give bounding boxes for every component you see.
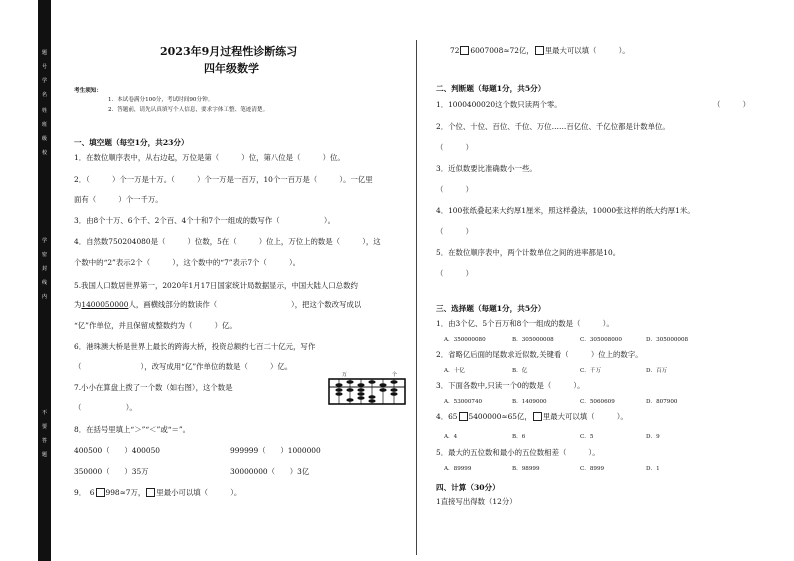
binding-labels-4: 不 要 答 题 xyxy=(41,410,47,458)
section-calc-heading: 四、计算（30分） xyxy=(436,483,500,492)
fill-q4-line1: 4．自然数750204080是（ ）位数，5在（ ）位上，万位上的数是（ ），这 xyxy=(74,237,381,246)
choice-q2-b: B．亿 xyxy=(512,368,528,374)
choice-q2-c: C．千万 xyxy=(580,368,602,374)
fill-q2-line1: 2．（ ）个一万是十万。（ ）个一万是一百万，10个一百万是（ ）。一亿里 xyxy=(74,175,373,184)
binding-labels: 题 号 学 名 xyxy=(41,50,47,98)
blank-box xyxy=(96,488,105,497)
choice-q1-b: B．305000008 xyxy=(512,337,554,343)
choice-q3: 3．下面各数中,只读一个0的数是（ ）。 xyxy=(436,381,585,390)
fill-q2-line2: 面有（ ）个一千万。 xyxy=(74,195,163,204)
choice-q1-c: C．305008000 xyxy=(580,337,622,343)
choice-q4: 4．65 5400000≈65亿， 里最大可以填（ ）。 xyxy=(436,412,628,421)
fill-q6-line1: 6．港珠澳大桥是世界上最长的跨海大桥，投资总额约七百二十亿元，写作 xyxy=(74,342,316,351)
judge-q4: 4．100张纸叠起来大约厚1厘米，照这样叠法，10000张这样的纸大约厚1米。 xyxy=(436,206,695,215)
fill-q5-line1: 5.我国人口数居世界第一，2020年1月17日国家统计局数据显示，中国大陆人口总数约 xyxy=(74,281,358,290)
judge-q5-answer: （ ） xyxy=(436,269,473,278)
abacus-label-ge: 个 xyxy=(392,372,398,378)
fill-q9: 9． 6 998≈7万， 里最小可以填（ ）。 xyxy=(74,488,242,497)
fill-q9-continued: 72 6007008≈72亿， 里最大可以填（ ）。 xyxy=(450,46,630,55)
choice-q4-d: D．9 xyxy=(646,434,660,440)
judge-q2: 2．个位、十位、百位、千位、万位……百亿位、千亿位都是计数单位。 xyxy=(436,122,670,131)
binding-labels-2: 姓 班 级 校 xyxy=(41,108,47,156)
judge-q3-answer: （ ） xyxy=(436,185,473,194)
judge-q5: 5．在数位顺序表中，两个计数单位之间的进率都是10。 xyxy=(436,248,621,257)
fill-q1: 1．在数位顺序表中，从右边起，万位是第（ ）位，第八位是（ ）位。 xyxy=(74,153,345,162)
section-judge-heading: 二、判断题（每题1分，共5分） xyxy=(436,84,546,93)
exam-subtitle: 四年级数学 xyxy=(204,62,259,75)
choice-q3-c: C．5060609 xyxy=(580,399,615,405)
compare-3: 350000（ ）35万 xyxy=(74,467,149,476)
choice-q2-a: A．十亿 xyxy=(444,368,465,374)
judge-q1: 1．1000400020这个数只读两个零。 xyxy=(436,100,562,109)
choice-q5-c: C．8999 xyxy=(580,466,605,472)
judge-q2-answer: （ ） xyxy=(436,143,473,152)
blank-box xyxy=(459,412,468,421)
blank-box xyxy=(535,46,544,55)
column-divider xyxy=(416,40,417,555)
fill-q5-line2: 为1400050000人，画横线部分的数读作（ ），把这个数改写成以 xyxy=(74,300,362,309)
blank-box xyxy=(460,46,469,55)
judge-q3: 3．近似数要比准确数小一些。 xyxy=(436,164,537,173)
judge-q1-answer: （ ） xyxy=(713,100,750,109)
judge-q4-answer: （ ） xyxy=(436,227,473,236)
choice-q4-a: A．4 xyxy=(444,434,458,440)
exam-title: 2023年9月过程性诊断练习 xyxy=(160,45,298,58)
notice-title: 考生须知： xyxy=(74,88,102,94)
calc-sub-heading: 1直接写出得数（12分） xyxy=(436,497,517,506)
fill-q8: 8．在括号里填上“＞”“＜”或“＝”。 xyxy=(74,425,191,434)
notice-2: 2．答题前，请先认真填写个人信息，要求字体工整、笔迹清楚。 xyxy=(108,107,269,113)
choice-q1: 1．由3个亿、5个百万和8个一组成的数是（ ）。 xyxy=(436,319,614,328)
choice-q3-b: B．1409000 xyxy=(512,399,547,405)
choice-q4-c: C．5 xyxy=(580,434,594,440)
blank-box xyxy=(146,488,155,497)
fill-q3: 3．由8个十万、6个千、2个百、4个十和7个一组成的数写作（ ）。 xyxy=(74,216,336,225)
choice-q5: 5．最大的五位数和最小的五位数相差（ ）。 xyxy=(436,448,600,457)
abacus-label-wan: 万 xyxy=(342,372,348,378)
fill-q7-line1: 7.小小在算盘上拨了一个数（如右图），这个数是 xyxy=(74,383,233,392)
choice-q2: 2．省略亿后面的尾数求近似数,关键看（ ）位上的数字。 xyxy=(436,350,643,359)
fill-q7-line2: （ ）。 xyxy=(74,403,137,412)
section-fill-heading: 一、填空题（每空1分，共23分） xyxy=(74,138,189,147)
fill-q4-line2: 个数中的“2”表示2个（ ），这个数中的“7”表示7个（ ）。 xyxy=(74,258,301,267)
choice-q3-a: A．53000740 xyxy=(444,399,483,405)
notice-1: 1．本试卷满分100分，考试时间90分钟。 xyxy=(108,97,214,103)
choice-q5-a: A．89999 xyxy=(444,466,472,472)
compare-1: 400500（ ）400050 xyxy=(74,446,160,455)
underlined-number: 1400050000 xyxy=(81,300,129,309)
choice-q3-d: D．807900 xyxy=(646,399,678,405)
choice-q2-d: D．百万 xyxy=(646,368,668,374)
choice-q1-d: D．305000008 xyxy=(646,337,689,343)
compare-4: 30000000（ ）3亿 xyxy=(230,467,310,476)
compare-2: 999999（ ）1000000 xyxy=(230,446,321,455)
choice-q4-b: B．6 xyxy=(512,434,526,440)
choice-q5-d: D．1 xyxy=(646,466,660,472)
binding-labels-3: 学 密 封 线 内 xyxy=(41,238,47,300)
section-choice-heading: 三、选择题（每题1分，共5分） xyxy=(436,304,546,313)
choice-q1-a: A．350000080 xyxy=(444,337,486,343)
fill-q6-line2: （ ），改写成用“亿”作单位的数是（ ）亿。 xyxy=(74,362,293,371)
abacus-figure xyxy=(328,371,406,405)
choice-q5-b: B．98999 xyxy=(512,466,540,472)
fill-q5-line3: “亿”作单位，并且保留成整数约为（ ）亿。 xyxy=(74,321,237,330)
blank-box xyxy=(533,412,542,421)
